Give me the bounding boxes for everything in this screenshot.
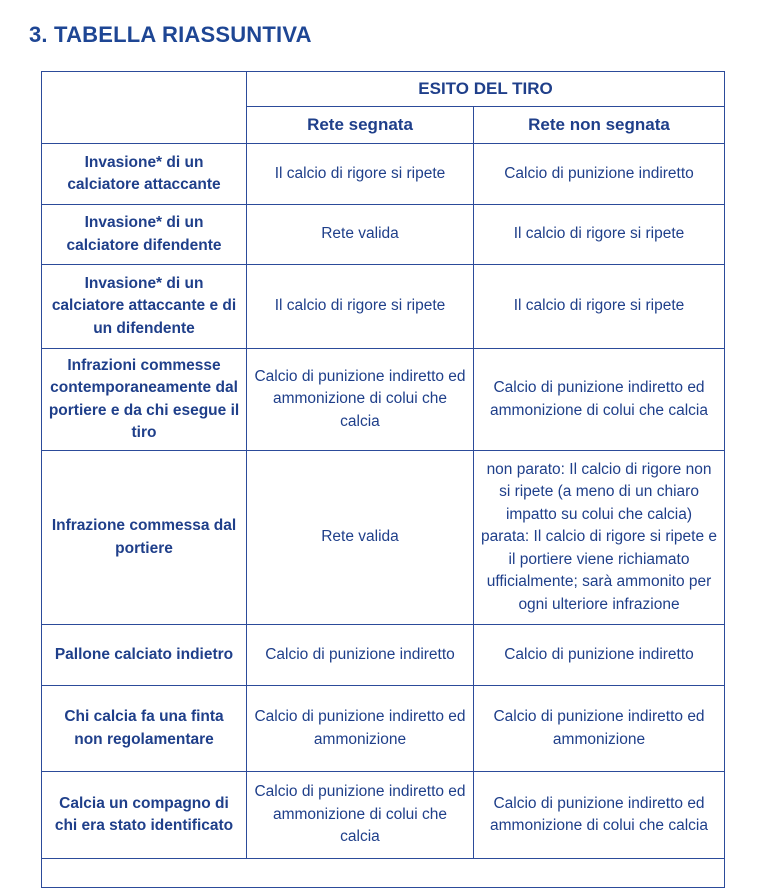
table-row (42, 205, 725, 265)
header-corner-cell (42, 72, 247, 144)
cell-scored: Calcio di punizione indiretto ed ammonizione di colui che calcia (247, 349, 474, 451)
row-situation: Pallone calciato indietro (42, 625, 247, 686)
cell-not-scored: non parato: Il calcio di rigore non si ripete (a meno di un chiaro impatto su colui che calcia) parata: Il calcio di rigore si ripete e il portiere viene richiamato ufficialmente; sarà ammonito per ogni ulteriore infrazione (474, 451, 725, 625)
header-scored: Rete segnata (247, 107, 474, 144)
summary-table (41, 71, 725, 888)
footnote-row (42, 859, 725, 888)
header-outcome: ESITO DEL TIRO (247, 72, 725, 107)
cell-scored: Il calcio di rigore si ripete (247, 265, 474, 349)
page-title: 3. TABELLA RIASSUNTIVA (29, 22, 312, 47)
table-row (42, 144, 725, 205)
cell-scored: Il calcio di rigore si ripete (247, 144, 474, 205)
table-row (42, 686, 725, 772)
cell-scored: Calcio di punizione indiretto ed ammonizione di colui che calcia (247, 772, 474, 859)
cell-scored: Calcio di punizione indiretto ed ammonizione (247, 686, 474, 772)
cell-scored: Rete valida (247, 205, 474, 265)
row-situation: Infrazione commessa dal portiere (42, 451, 247, 625)
row-situation: Invasione* di un calciatore attaccante e di un difendente (42, 265, 247, 349)
table-row (42, 451, 725, 625)
row-situation: Invasione* di un calciatore difendente (42, 205, 247, 265)
table-row (42, 349, 725, 451)
cell-not-scored: Calcio di punizione indiretto (474, 625, 725, 686)
cell-scored: Calcio di punizione indiretto (247, 625, 474, 686)
cell-scored: Rete valida (247, 451, 474, 625)
cell-not-scored: Calcio di punizione indiretto ed ammonizione di colui che calcia (474, 349, 725, 451)
row-situation: Infrazioni commesse contemporaneamente dal portiere e da chi esegue il tiro (42, 349, 247, 451)
cell-not-scored: Calcio di punizione indiretto ed ammonizione (474, 686, 725, 772)
cell-not-scored: Il calcio di rigore si ripete (474, 265, 725, 349)
footnote-cell (42, 859, 725, 888)
row-situation: Calcia un compagno di chi era stato identificato (42, 772, 247, 859)
table-row (42, 772, 725, 859)
table-row (42, 265, 725, 349)
cell-not-scored: Calcio di punizione indiretto ed ammonizione di colui che calcia (474, 772, 725, 859)
cell-not-scored: Calcio di punizione indiretto (474, 144, 725, 205)
row-situation: Invasione* di un calciatore attaccante (42, 144, 247, 205)
table-row (42, 625, 725, 686)
cell-not-scored: Il calcio di rigore si ripete (474, 205, 725, 265)
header-not-scored: Rete non segnata (474, 107, 725, 144)
row-situation: Chi calcia fa una finta non regolamentare (42, 686, 247, 772)
